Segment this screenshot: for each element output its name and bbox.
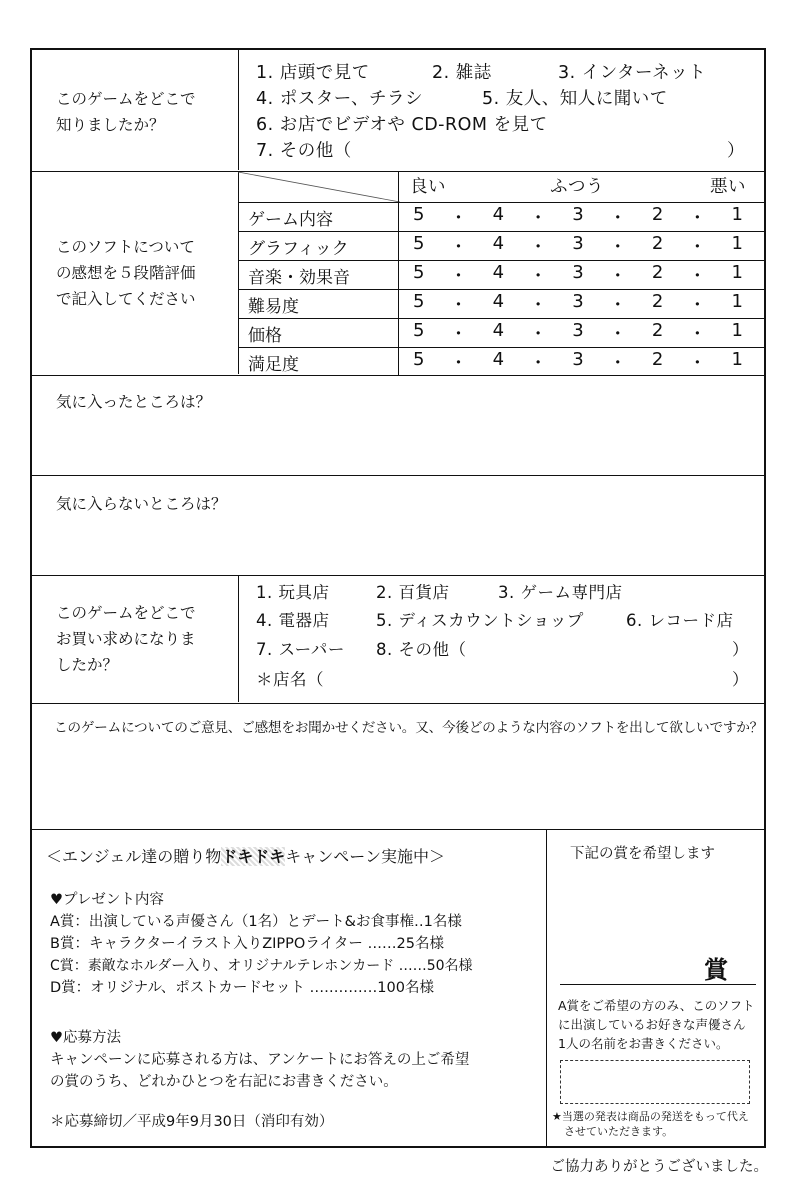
divider	[398, 261, 399, 289]
q1-label-line: このゲームをどこで	[56, 90, 196, 108]
rating-row	[238, 202, 764, 231]
divider	[238, 576, 239, 702]
q2-label-line: で記入してください	[56, 290, 196, 308]
scale-dot: ・	[449, 295, 468, 316]
scale-dot: ・	[608, 208, 627, 229]
divider	[546, 830, 547, 1146]
divider	[398, 203, 399, 231]
campaign-title-text: キャンペーン実施中＞	[285, 847, 445, 866]
q1-option[interactable]: 2. 雑誌	[432, 63, 492, 83]
score-option[interactable]: 4	[492, 262, 505, 283]
prize-line: C賞：素敵なホルダー入り、オリジナルテレホンカード ‥‥‥50名様	[50, 958, 473, 974]
campaign-section	[32, 830, 546, 1146]
scale-dot: ・	[529, 208, 548, 229]
rating-scale	[413, 349, 743, 375]
survey-form	[30, 48, 766, 1148]
rating-row	[238, 231, 764, 260]
q3-answer-field[interactable]	[56, 416, 740, 470]
score-option[interactable]: 5	[413, 291, 425, 312]
score-option[interactable]: 4	[492, 320, 505, 341]
footnote: させていただきます。	[564, 1125, 674, 1138]
scale-dot: ・	[608, 266, 627, 287]
q1-label-line: 知りましたか？	[56, 116, 165, 134]
q5-option[interactable]: 6. レコード店	[626, 611, 734, 630]
prize-suffix: 賞	[704, 956, 728, 984]
score-option[interactable]: 1	[731, 320, 743, 341]
q1-option-close: ）	[727, 141, 745, 161]
prize-line: B賞：キャラクターイラスト入りZIPPOライター ‥‥‥25名様	[50, 936, 444, 952]
score-option[interactable]: 2	[651, 262, 664, 283]
scale-dot: ・	[449, 353, 468, 374]
rating-scale	[413, 291, 743, 317]
apply-heading: ♥応募方法	[50, 1030, 121, 1046]
dokidoki-text: ドキドキ	[221, 847, 286, 866]
q5-option[interactable]: 5. ディスカウントショップ	[376, 611, 584, 630]
q2-section	[32, 172, 764, 376]
scale-dot: ・	[529, 237, 548, 258]
q4-answer-field[interactable]	[56, 518, 740, 572]
q4-section	[32, 476, 764, 576]
q5-other-input[interactable]	[482, 639, 726, 663]
scale-dot: ・	[608, 237, 627, 258]
rating-scale	[413, 320, 743, 346]
score-option[interactable]: 3	[572, 291, 584, 312]
score-option[interactable]: 4	[492, 204, 505, 225]
score-option[interactable]: 5	[413, 320, 425, 341]
scale-dot: ・	[449, 237, 468, 258]
q5-option[interactable]: 3. ゲーム専門店	[498, 583, 623, 602]
q5-label-line: このゲームをどこで	[56, 604, 196, 622]
q3-section	[32, 376, 764, 476]
scale-dot: ・	[608, 295, 627, 316]
q6-answer-field[interactable]	[54, 742, 748, 826]
scale-dot: ・	[688, 353, 707, 374]
rating-item-label: 価格	[248, 326, 282, 346]
prize-note: 1人の名前をお書きください。	[558, 1036, 729, 1051]
rating-item-label: グラフィック	[248, 239, 349, 259]
thanks-footer: ご協力ありがとうございました。	[550, 1159, 768, 1175]
q1-label	[56, 86, 196, 138]
rating-item-label: 音楽・効果音	[248, 268, 350, 288]
score-option[interactable]: 2	[651, 349, 664, 370]
divider	[238, 50, 239, 170]
q1-option[interactable]: 6. お店でビデオや CD-ROM を見て	[256, 115, 548, 135]
q2-label-line: このソフトについて	[56, 238, 195, 256]
rating-item-label: 満足度	[248, 355, 299, 375]
scale-dot: ・	[608, 324, 627, 345]
prize-underline	[560, 984, 756, 985]
divider	[398, 319, 399, 347]
q5-option[interactable]: 2. 百貨店	[376, 583, 450, 602]
q1-other-input[interactable]	[372, 140, 726, 164]
score-option[interactable]: 2	[651, 233, 664, 254]
score-option[interactable]: 5	[413, 262, 425, 283]
scale-dot: ・	[688, 324, 707, 345]
scale-dot: ・	[608, 353, 627, 374]
divider	[398, 348, 399, 376]
rating-scale	[413, 233, 743, 259]
score-option[interactable]: 1	[731, 262, 743, 283]
divider	[398, 290, 399, 318]
scale-good: 良い	[410, 177, 446, 197]
divider	[398, 172, 399, 202]
q1-option-other[interactable]: 7. その他（	[256, 141, 352, 161]
apply-text: の賞のうち、どれかひとつを右記にお書きください。	[50, 1074, 398, 1090]
q1-option[interactable]: 1. 店頭で見て	[256, 63, 370, 83]
q5-label-line: お買い求めになりま	[56, 630, 196, 648]
campaign-title-text: ＜エンジェル達の贈り物	[46, 847, 222, 866]
q5-option[interactable]: 1. 玩具店	[256, 583, 330, 602]
q5-label-line: したか？	[56, 656, 119, 674]
q6-label: このゲームについてのご意見、ご感想をお聞かせください。又、今後どのような内容のソフトを出して欲しいですか？	[54, 720, 763, 736]
scale-dot: ・	[529, 324, 548, 345]
score-option[interactable]: 1	[731, 349, 743, 370]
scale-dot: ・	[688, 266, 707, 287]
shop-name-label: ＊店名（	[256, 670, 324, 689]
rating-item-label: ゲーム内容	[248, 210, 333, 230]
scale-dot: ・	[529, 353, 548, 374]
scale-dot: ・	[529, 295, 548, 316]
present-heading: ♥プレゼント内容	[50, 892, 164, 908]
score-option[interactable]: 3	[572, 349, 584, 370]
prize-line: A賞：出演している声優さん（1名）とデート&お食事権‥1名様	[50, 914, 462, 930]
q1-option[interactable]: 4. ポスター、チラシ	[256, 89, 424, 109]
scale-dot: ・	[529, 266, 548, 287]
prize-letter-input[interactable]	[568, 948, 702, 980]
scale-dot: ・	[688, 237, 707, 258]
deadline: ＊応募締切／平成9年9月30日（消印有効）	[50, 1114, 334, 1130]
scale-dot: ・	[688, 295, 707, 316]
score-option[interactable]: 4	[492, 291, 505, 312]
q3-label: 気に入ったところは？	[56, 393, 212, 411]
shop-name-close: ）	[732, 670, 749, 689]
q2-label	[56, 234, 196, 312]
shop-name-input[interactable]	[342, 669, 726, 693]
score-option[interactable]: 5	[413, 204, 425, 225]
q5-label	[56, 600, 196, 678]
prize-box-heading: 下記の賞を希望します	[570, 846, 715, 862]
score-option[interactable]: 4	[492, 233, 505, 254]
header-diagonal	[238, 172, 400, 202]
score-option[interactable]: 1	[731, 204, 743, 225]
scale-normal: ふつう	[550, 177, 604, 197]
rating-scale	[413, 204, 743, 230]
score-option[interactable]: 5	[413, 349, 425, 370]
apply-text: キャンペーンに応募される方は、アンケートにお答えの上ご希望	[50, 1052, 470, 1068]
score-option[interactable]: 2	[651, 320, 664, 341]
score-option[interactable]: 2	[651, 291, 664, 312]
q1-option[interactable]: 5. 友人、知人に聞いて	[482, 89, 668, 109]
rating-row	[238, 347, 764, 376]
q5-option-other[interactable]: 8. その他（	[376, 640, 467, 659]
rating-row	[238, 260, 764, 289]
voice-actor-name-box[interactable]	[560, 1060, 750, 1104]
campaign-title	[46, 844, 445, 867]
q6-section	[32, 704, 764, 830]
rating-item-label: 難易度	[248, 297, 299, 317]
score-option[interactable]: 3	[572, 204, 584, 225]
rating-scale	[413, 262, 743, 288]
prize-line: D賞：オリジナル、ポストカードセット ‥‥‥‥‥‥‥100名様	[50, 980, 434, 996]
scale-dot: ・	[449, 266, 468, 287]
q1-option[interactable]: 3. インターネット	[558, 63, 707, 83]
score-option[interactable]: 3	[572, 262, 584, 283]
rating-row	[238, 289, 764, 318]
score-option[interactable]: 1	[731, 233, 743, 254]
q5-section	[32, 576, 764, 704]
score-option[interactable]: 1	[731, 291, 743, 312]
score-option[interactable]: 3	[572, 320, 584, 341]
scale-dot: ・	[449, 324, 468, 345]
score-option[interactable]: 5	[413, 233, 425, 254]
footnote: ★当選の発表は商品の発送をもって代え	[552, 1110, 749, 1123]
score-option[interactable]: 2	[651, 204, 664, 225]
prize-note: に出演しているお好きな声優さん	[558, 1017, 746, 1032]
divider	[398, 232, 399, 260]
score-option[interactable]: 4	[492, 349, 505, 370]
prize-request-box	[548, 830, 764, 1146]
q5-option[interactable]: 4. 電器店	[256, 611, 330, 630]
q5-option[interactable]: 7. スーパー	[256, 640, 345, 659]
q4-label: 気に入らないところは？	[56, 495, 227, 513]
scale-bad: 悪い	[710, 177, 746, 197]
rating-row	[238, 318, 764, 347]
prize-note: A賞をご希望の方のみ、このソフト	[558, 998, 755, 1013]
q2-label-line: の感想を５段階評価	[56, 264, 196, 282]
q5-option-close: ）	[732, 640, 749, 659]
scale-dot: ・	[449, 208, 468, 229]
scale-dot: ・	[688, 208, 707, 229]
score-option[interactable]: 3	[572, 233, 584, 254]
q1-section	[32, 50, 764, 172]
